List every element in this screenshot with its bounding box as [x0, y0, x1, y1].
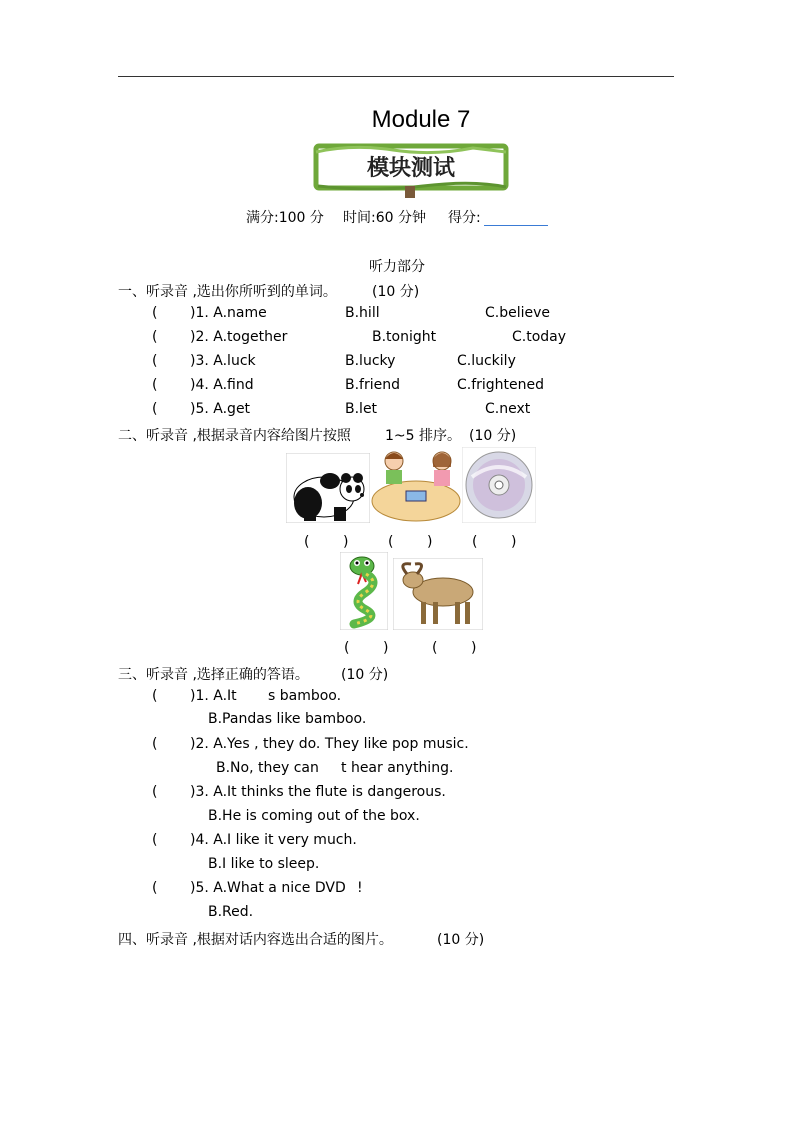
answer-paren[interactable]: ( — [152, 784, 158, 800]
banner-text: 模块测试 — [366, 156, 456, 181]
s3-q5-option-a: )5. A.What a nice DVD — [190, 880, 346, 896]
order-paren-5-open[interactable]: ( — [432, 640, 438, 656]
order-paren-5-close: ) — [471, 640, 477, 656]
section1-points: (10 分) — [372, 284, 420, 300]
q4-option-b: B.friend — [345, 377, 401, 393]
section2-range: 1~5 排序。 — [385, 428, 461, 444]
q4-option-a: )4. A.find — [190, 377, 254, 393]
s3-q2-option-b: B.No, they can — [216, 760, 319, 776]
s3-q1-option-a-cont: s bamboo. — [268, 688, 342, 704]
q4-option-c: C.frightened — [457, 377, 545, 393]
s3-q4-option-b: B.I like to sleep. — [208, 856, 320, 872]
q2-option-b: B.tonight — [372, 329, 437, 345]
cd-image — [462, 447, 536, 523]
section3-points: (10 分) — [341, 667, 389, 683]
answer-paren[interactable]: ( — [152, 377, 158, 393]
children-table-image — [370, 447, 462, 523]
order-paren-2-close: ) — [427, 534, 433, 550]
section3-title: 三、听录音 ,选择正确的答语。 — [118, 667, 309, 683]
order-paren-2-open[interactable]: ( — [388, 534, 394, 550]
q5-option-b: B.let — [345, 401, 378, 417]
s3-q2-option-a: )2. A.Yes , they do. They like pop music. — [190, 736, 469, 752]
s3-q1-option-b: B.Pandas like bamboo. — [208, 711, 367, 727]
s3-q4-option-a: )4. A.I like it very much. — [190, 832, 357, 848]
answer-paren[interactable]: ( — [152, 736, 158, 752]
order-paren-4-open[interactable]: ( — [344, 640, 350, 656]
module-test-banner — [313, 142, 509, 198]
answer-paren[interactable]: ( — [152, 401, 158, 417]
q3-option-a: )3. A.luck — [190, 353, 256, 369]
section4-title: 四、听录音 ,根据对话内容选出合适的图片。 — [118, 932, 393, 948]
q3-option-b: B.lucky — [345, 353, 396, 369]
section4-points: (10 分) — [437, 932, 485, 948]
section2-points: (10 分) — [469, 428, 517, 444]
listening-title: 听力部分 — [369, 259, 425, 275]
order-paren-1-close: ) — [343, 534, 349, 550]
q5-option-a: )5. A.get — [190, 401, 251, 417]
answer-paren[interactable]: ( — [152, 329, 158, 345]
q2-option-c: C.today — [512, 329, 567, 345]
answer-paren[interactable]: ( — [152, 832, 158, 848]
section1-title: 一、听录音 ,选出你所听到的单词。 — [118, 284, 337, 300]
answer-paren[interactable]: ( — [152, 688, 158, 704]
order-paren-3-open[interactable]: ( — [472, 534, 478, 550]
full-score: 满分:100 分 — [246, 210, 324, 226]
score-label: 得分: — [448, 210, 481, 226]
section2-title: 二、听录音 ,根据录音内容给图片按照 — [118, 428, 351, 444]
order-paren-4-close: ) — [383, 640, 389, 656]
panda-image — [286, 453, 370, 523]
answer-paren[interactable]: ( — [152, 353, 158, 369]
page-title: Module 7 — [371, 106, 471, 133]
goat-image — [393, 558, 483, 630]
order-paren-3-close: ) — [511, 534, 517, 550]
answer-paren[interactable]: ( — [152, 880, 158, 896]
answer-paren[interactable]: ( — [152, 305, 158, 321]
score-blank[interactable] — [484, 225, 548, 226]
s3-q5-option-b: B.Red. — [208, 904, 254, 920]
top-rule — [118, 76, 674, 77]
q1-option-c: C.believe — [485, 305, 551, 321]
s3-q3-option-a: )3. A.It thinks the flute is dangerous. — [190, 784, 446, 800]
q5-option-c: C.next — [485, 401, 531, 417]
s3-q5-option-a-cont: ! — [357, 880, 363, 896]
q2-option-a: )2. A.together — [190, 329, 288, 345]
s3-q1-option-a: )1. A.It — [190, 688, 237, 704]
q3-option-c: C.luckily — [457, 353, 516, 369]
time-limit: 时间:60 分钟 — [343, 210, 426, 226]
s3-q2-option-b-cont: t hear anything. — [341, 760, 454, 776]
s3-q3-option-b: B.He is coming out of the box. — [208, 808, 420, 824]
q1-option-a: )1. A.name — [190, 305, 267, 321]
order-paren-1-open[interactable]: ( — [304, 534, 310, 550]
snake-image — [340, 552, 388, 630]
q1-option-b: B.hill — [345, 305, 380, 321]
